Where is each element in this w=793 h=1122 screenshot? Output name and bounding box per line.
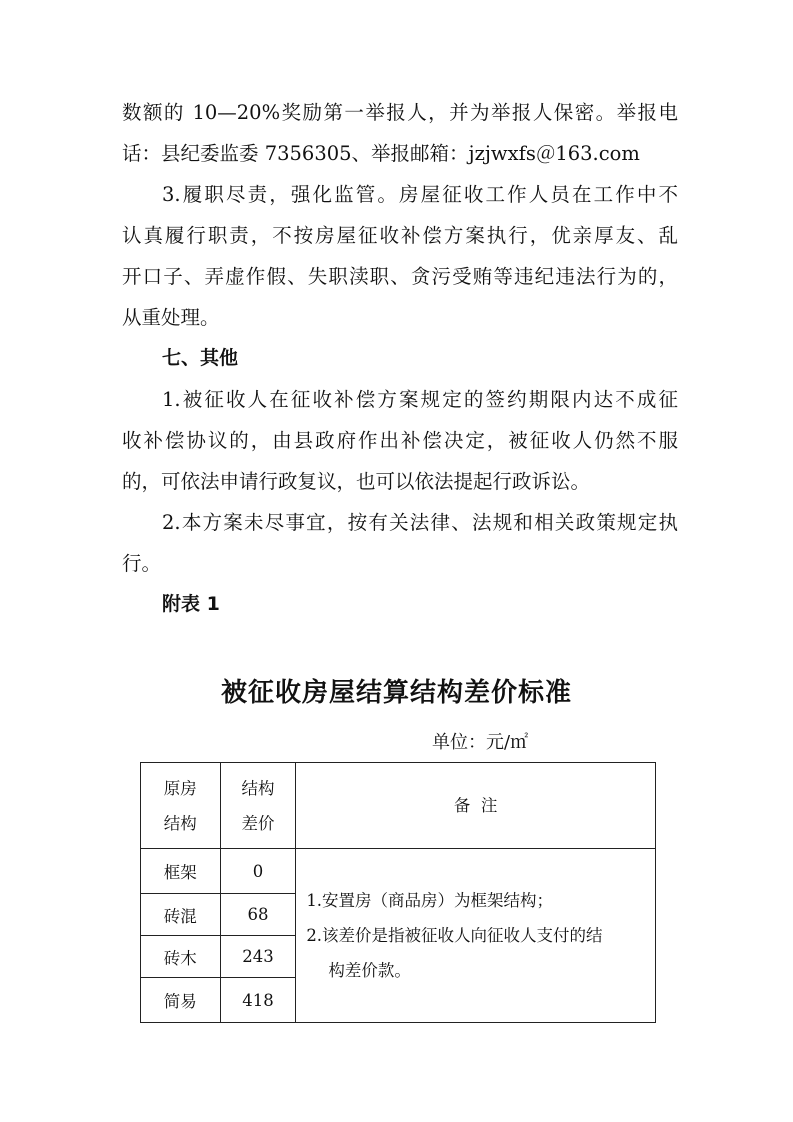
section-heading: 七、其他 xyxy=(162,347,239,369)
structure-price-table xyxy=(140,762,656,1023)
table-row xyxy=(141,849,656,894)
paragraph-3-line-3: 的，可依法申请行政复议，也可以依法提起行政诉讼。 xyxy=(122,470,591,493)
paragraph-1-line-1: 数额的 10—20%奖励第一举报人，并为举报人保密。举报电 xyxy=(122,101,678,124)
row-structure: 简易 xyxy=(141,978,221,1023)
header-price xyxy=(220,763,296,849)
remark-line-3: 构差价款。 xyxy=(328,961,411,980)
paragraph-1-line-2: 话：县纪委监委 7356305、举报邮箱：jzjwxfs＠163.com xyxy=(122,142,640,165)
remarks-cell xyxy=(296,849,656,1023)
header-price-line-1: 结构 xyxy=(241,778,275,798)
paragraph-3-line-1: 1.被征收人在征收补偿方案规定的签约期限内达不成征 xyxy=(162,388,678,411)
paragraph-4-line-1: 2.本方案未尽事宜，按有关法律、法规和相关政策规定执 xyxy=(162,511,678,534)
row-structure: 框架 xyxy=(141,849,221,894)
table-header-row xyxy=(141,763,656,849)
paragraph-2-line-2: 认真履行职责，不按房屋征收补偿方案执行，优亲厚友、乱 xyxy=(122,224,678,247)
paragraph-3-line-2: 收补偿协议的，由县政府作出补偿决定，被征收人仍然不服 xyxy=(122,429,678,452)
row-price: 243 xyxy=(220,936,296,978)
paragraph-2-line-3: 开口子、弄虚作假、失职渎职、贪污受贿等违纪违法行为的， xyxy=(122,265,678,288)
row-price: 0 xyxy=(220,849,296,894)
paragraph-2-line-1: 3.履职尽责，强化监管。房屋征收工作人员在工作中不 xyxy=(162,183,678,206)
body-text xyxy=(122,92,678,625)
row-price: 68 xyxy=(220,894,296,936)
appendix-label: 附表 1 xyxy=(162,593,220,615)
paragraph-2-line-4: 从重处理。 xyxy=(122,306,220,329)
remark-line-1: 1.安置房（商品房）为框架结构； xyxy=(306,891,554,910)
row-structure: 砖木 xyxy=(141,936,221,978)
table-unit: 单位：元/㎡ xyxy=(432,732,529,753)
header-price-line-2: 差价 xyxy=(241,813,275,833)
header-structure xyxy=(141,763,221,849)
row-price: 418 xyxy=(220,978,296,1023)
header-remarks: 备 注 xyxy=(296,763,656,849)
header-structure-line-1: 原房 xyxy=(163,778,197,798)
table-title: 被征收房屋结算结构差价标准 xyxy=(220,678,572,708)
header-structure-line-2: 结构 xyxy=(163,813,197,833)
paragraph-4-line-2: 行。 xyxy=(122,552,162,575)
row-structure: 砖混 xyxy=(141,894,221,936)
remark-line-2: 2.该差价是指被征收人向征收人支付的结 xyxy=(306,926,603,945)
